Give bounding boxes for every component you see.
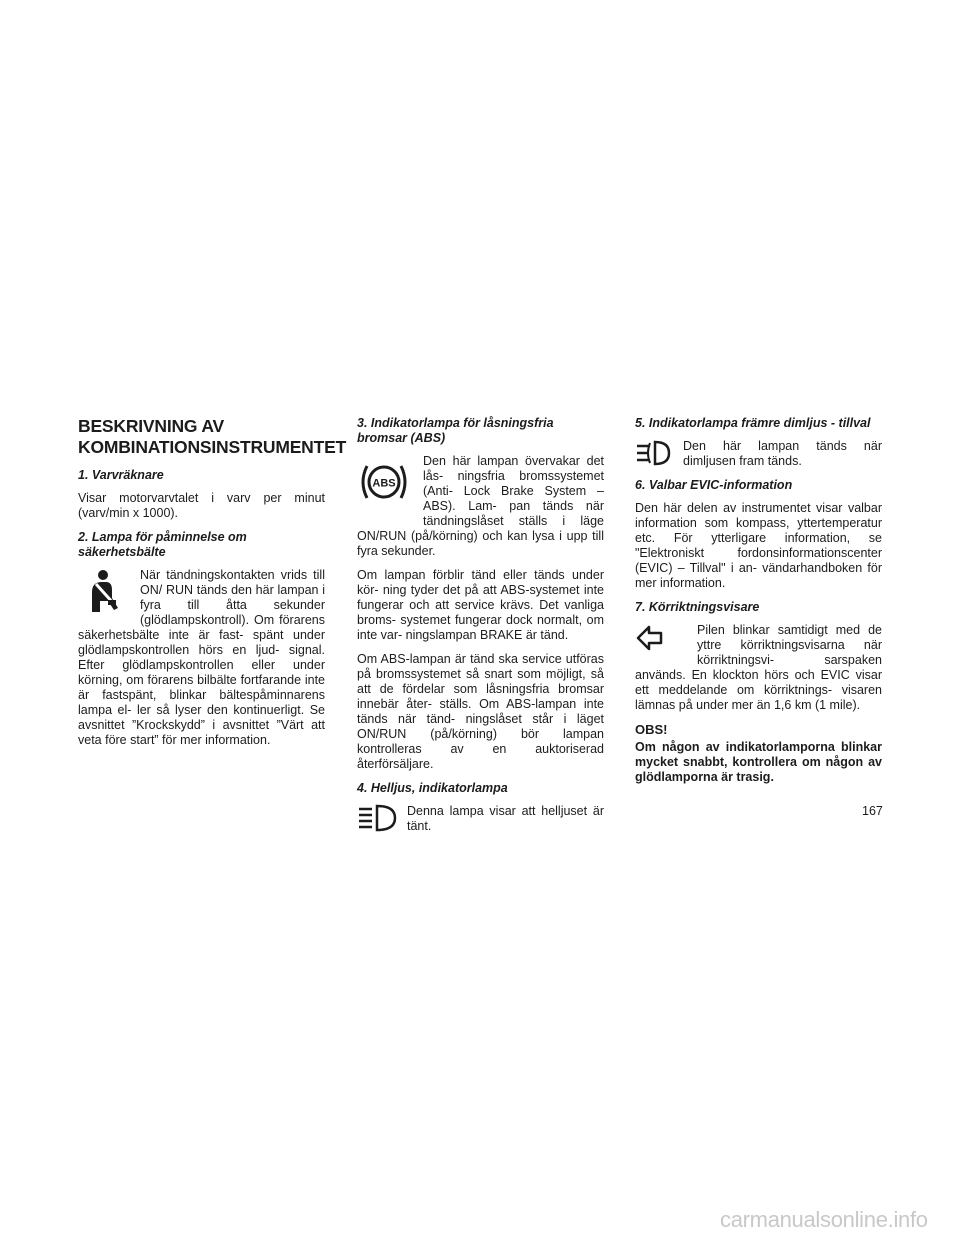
section-4-body: Denna lampa visar att helljuset är tänt. [407,804,604,833]
section-5-heading: 5. Indikatorlampa främre dimljus - tillval [635,416,871,430]
note-title: OBS! [635,722,668,737]
abs-icon-label: ABS [372,477,396,490]
abs-icon [357,454,415,514]
section-7-body: Pilen blinkar samtidigt med de yttre körriktningsvisarna när körriktningsvi- sarspaken används. En klockton hörs och EVIC visar ett meddelande om körriktnings- visaren lämnas på under mer än 1,6 km (1 mile). [635,623,882,712]
section-6-body: Den här delen av instrumentet visar valbar information som kompass, yttertemperatur etc. För ytterligare information, se "Elektroniskt fordonsinformationscenter (EVIC) – Tillval" i an- vändarhandboken för mer information. [635,501,882,590]
section-3-body-3: Om ABS-lampan är tänd ska service utföras på bromssystemet så snart som möjligt, så att de fördelar som låsningsfria bromsar innebär åter- ställs. Om ABS-lampan inte tänds när tänd- ningslåset står i läget ON/RUN (på/körning) bör lampan kontrolleras av en auktoriserad återförsäljare. [357,652,604,771]
column-1 [78,416,347,757]
section-2-heading: 2. Lampa för påminnelse om säkerhetsbälte [78,530,247,559]
section-7-heading: 7. Körriktningsvisare [635,600,760,614]
turn-signal-arrow-icon [635,623,689,663]
section-6-heading: 6. Valbar EVIC-information [635,478,793,492]
section-3-body: Den här lampan övervakar det lås- ningsfria bromssystemet (Anti- Lock Brake System – ABS). Lam- pan tänds när tändningslåset ställs i läge ON/RUN (på/körning) och kan lysa i upp till fyra sekunder. [357,454,604,558]
section-3-heading: 3. Indikatorlampa för låsningsfria bromsar (ABS) [357,416,554,445]
page-number: 167 [862,804,883,818]
page-title: BESKRIVNING AV KOMBINATIONSINSTRUMENTET [78,416,347,457]
seatbelt-icon [78,568,132,614]
section-4-heading: 4. Helljus, indikatorlampa [357,781,508,795]
fog-light-icon [635,439,675,469]
section-1-body: Visar motorvarvtalet i varv per minut (varv/min x 1000). [78,491,325,520]
section-5-body: Den här lampan tänds när dimljusen fram tänds. [683,439,882,468]
section-3-body-2: Om lampan förblir tänd eller tänds under kör- ning tyder det på att ABS-systemet inte fungerar och att service krävs. Det vanliga broms- systemet fungerar dock normalt, om inte var- ningslampan BRAKE är tänd. [357,568,604,642]
column-3 [635,416,882,785]
section-2-body: När tändningskontakten vrids till ON/ RUN tänds den här lampan i fyra till åtta sekunder (glödlampskontroll). Om förarens säkerhetsbälte inte är fast- spänt under glödlampskontrollen hörs en ljud- signal. Efter glödlampskontrollen eller under körning, om förarens bilbälte fortfarande inte är fastspänt, blinkar bältespåminnarens lampa el- ler så lyser den kontinuerligt. Se avsnittet ”Krockskydd” i avsnittet ”Värt att veta före start” för mer information. [78,568,325,747]
note-body: Om någon av indikatorlamporna blinkar mycket snabbt, kontrollera om någon av glödlamporna är trasig. [635,740,882,784]
column-2 [357,416,604,843]
watermark: carmanualsonline.info [720,1207,928,1232]
section-1-heading: 1. Varvräknare [78,468,164,482]
high-beam-icon [357,804,399,834]
